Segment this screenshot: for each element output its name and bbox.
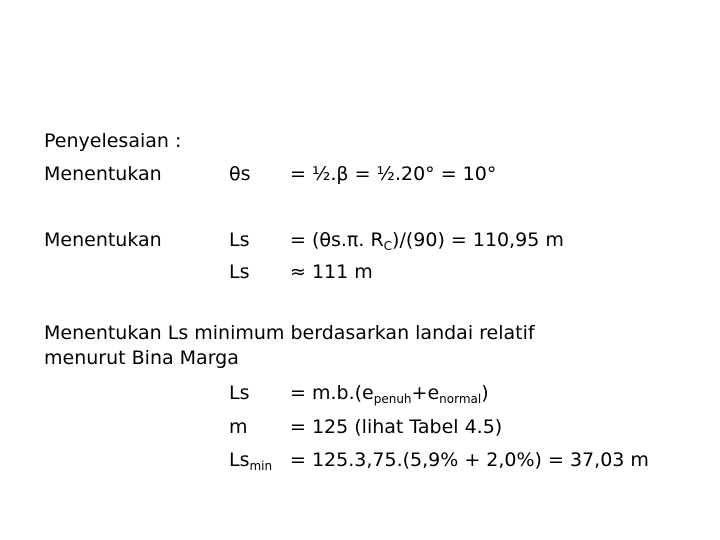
eq2-value: = 125 (lihat Tabel 4.5) (290, 416, 503, 438)
eq1-sub1: penuh (373, 392, 412, 406)
row2-label: Menentukan (44, 229, 162, 251)
row2-formula (290, 228, 564, 252)
eq1-formula (290, 381, 489, 405)
eq3-value: = 125.3,75.(5,9% + 2,0%) = 37,03 m (290, 449, 649, 471)
row2-formula-part2: )/(90) = 110,95 m (392, 229, 564, 251)
row1-formula: = ½.β = ½.20° = 10° (290, 163, 497, 185)
row2-approx: ≈ 111 m (290, 261, 373, 283)
eq1-part3: ) (481, 382, 489, 404)
row1-label: Menentukan (44, 163, 162, 185)
paragraph-line1: Menentukan Ls minimum berdasarkan landai relatif (44, 322, 535, 344)
eq1-sub2: normal (439, 392, 482, 406)
eq1-symbol: Ls (229, 382, 250, 404)
eq3-symbol (229, 448, 272, 472)
row2-formula-part1: = (θs.π. R (290, 229, 384, 251)
row2-formula-sub: C (383, 239, 393, 253)
row1-symbol: θs (229, 163, 251, 185)
intro-label: Penyelesaian : (44, 130, 182, 152)
eq1-part1: = m.b.(e (290, 382, 374, 404)
eq1-part2: +e (411, 382, 440, 404)
eq3-symbol-main: Ls (229, 449, 250, 471)
eq3-symbol-sub: min (249, 459, 273, 473)
eq2-symbol: m (229, 416, 248, 438)
paragraph-line2: menurut Bina Marga (44, 347, 239, 369)
row2-symbol: Ls (229, 229, 250, 251)
row2-symbol2: Ls (229, 261, 250, 283)
